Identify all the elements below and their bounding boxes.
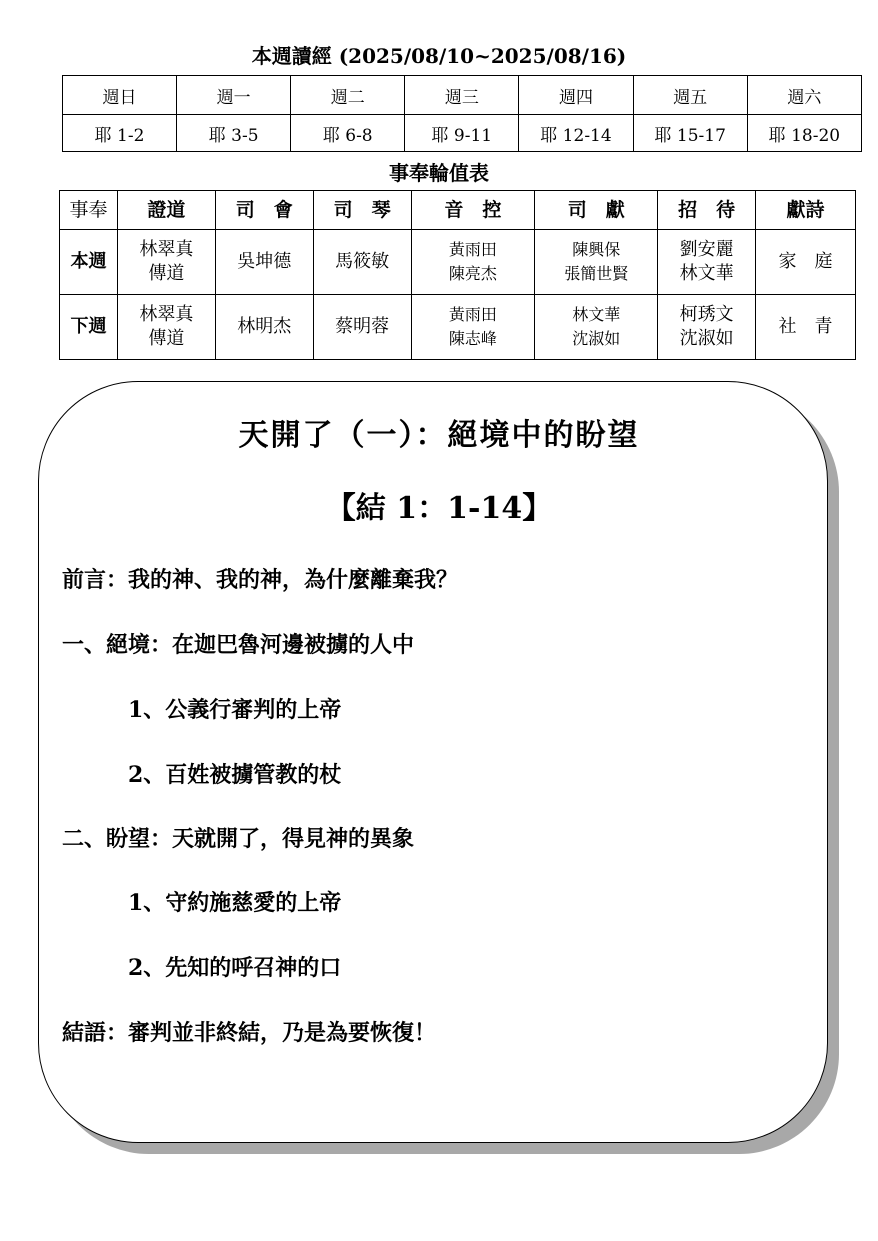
usher-cell [658,295,756,360]
offering-cell [535,230,658,295]
sound-cell [411,295,535,360]
piano-cell: 蔡明蓉 [313,295,411,360]
usher-name: 柯琇文 [679,304,734,325]
passage-cell: 耶 18-20 [747,115,861,152]
header-corner: 事奉 [60,191,118,230]
day-cell: 週六 [747,76,861,115]
piano-cell: 馬筱敏 [313,230,411,295]
day-cell: 週一 [177,76,291,115]
day-cell: 週四 [519,76,633,115]
header-preaching: 證道 [117,191,215,230]
day-cell: 週二 [291,76,405,115]
duty-roster-title: 事奉輪值表 [389,161,489,185]
hymn-cell: 社 青 [756,295,856,360]
preacher-name: 林翠真 [139,239,194,260]
reading-title: 本週讀經 (2025/08/10~2025/08/16) [251,44,627,68]
sermon-point-1: 一、絕境：在迦巴魯河邊被擄的人中 [62,632,415,658]
scripture-reference: 【結 1：1-14】 [325,491,553,526]
sound-name: 黃雨田 [448,240,497,259]
reading-days-row [63,76,862,115]
passage-cell: 耶 3-5 [177,115,291,152]
header-offering: 司 獻 [535,191,658,230]
sermon-point-2: 二、盼望：天就開了，得見神的異象 [62,826,415,852]
sermon-point-2-2: 2、先知的呼召神的口 [128,955,342,981]
day-cell: 週日 [63,76,177,115]
header-usher: 招 待 [658,191,756,230]
header-host: 司 會 [215,191,313,230]
hymn-cell: 家 庭 [756,230,856,295]
sound-cell [411,230,535,295]
sermon-point-1-1: 1、公義行審判的上帝 [128,697,342,723]
passage-cell: 耶 12-14 [519,115,633,152]
passage-cell: 耶 9-11 [405,115,519,152]
reading-passages-row [63,115,862,152]
sermon-conclusion: 結語：審判並非終結，乃是為要恢復！ [62,1020,437,1046]
preaching-cell [117,295,215,360]
this-week-row [60,230,856,295]
offering-name: 林文華 [572,305,621,324]
offering-cell [535,295,658,360]
sermon-point-2-1: 1、守約施慈愛的上帝 [128,890,342,916]
header-piano: 司 琴 [313,191,411,230]
day-cell: 週三 [405,76,519,115]
usher-cell [658,230,756,295]
header-hymn: 獻詩 [756,191,856,230]
passage-cell: 耶 1-2 [63,115,177,152]
host-cell: 林明杰 [215,295,313,360]
offering-name: 陳興保 [572,240,621,259]
sermon-title: 天開了（一）：絕境中的盼望 [238,418,640,453]
usher-name: 劉安麗 [679,239,734,260]
day-cell: 週五 [633,76,747,115]
sound-name: 黃雨田 [448,305,497,324]
sound-name: 陳志峰 [448,329,497,348]
usher-name: 沈淑如 [679,328,734,349]
offering-name: 張簡世賢 [564,264,629,283]
sermon-point-1-2: 2、百姓被擄管教的杖 [128,762,342,788]
host-cell: 吳坤德 [215,230,313,295]
preacher-name: 林翠真 [139,304,194,325]
preaching-cell [117,230,215,295]
passage-cell: 耶 6-8 [291,115,405,152]
header-sound: 音 控 [411,191,535,230]
week-label: 本週 [60,230,118,295]
preacher-title: 傳道 [148,328,185,349]
offering-name: 沈淑如 [572,329,621,348]
duty-header-row [60,191,856,230]
passage-cell: 耶 15-17 [633,115,747,152]
next-week-row [60,295,856,360]
sermon-intro: 前言：我的神、我的神，為什麼離棄我？ [62,567,459,593]
sound-name: 陳亮杰 [448,264,497,283]
reading-schedule-table [62,75,862,152]
preacher-title: 傳道 [148,263,185,284]
usher-name: 林文華 [679,263,734,284]
duty-roster-table [59,190,856,360]
week-label: 下週 [60,295,118,360]
